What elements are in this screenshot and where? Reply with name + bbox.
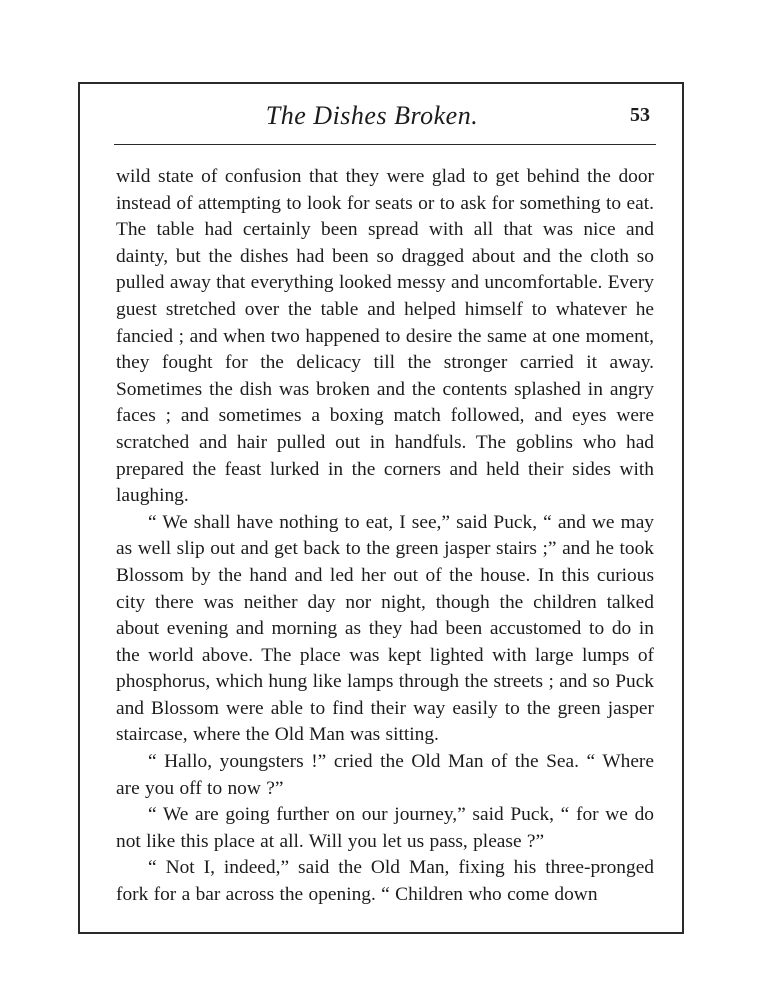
paragraph: “ Not I, indeed,” said the Old Man, fixing his three-pronged fork for a bar across the opening. “ Children who come down	[116, 857, 654, 906]
page-number: 53	[630, 104, 650, 126]
paragraph: “ We are going further on our journey,” said Puck, “ for we do not like this place at all. Will you let us pass, please ?”	[116, 804, 654, 852]
paragraph: “ Hallo, youngsters !” cried the Old Man of the Sea. “ Where are you off to now ?”	[116, 751, 654, 799]
paragraph-continued: wild state of confusion that they were glad to get behind the door instead of attempting to look for seats or to ask for something to eat. The table had certainly been spread with all that was nice and dainty, but the dishes had been so dragged about and the cloth so pulled away that everything looked messy and uncomfortable. Every guest stretched over the table and helped himself to whatever he fancied ; and when two happened to desire the same at one moment, they fought for the delicacy till the stronger carried it away. Sometimes the dish was broken and the contents splashed in angry faces ; and sometimes a boxing match followed, and eyes were scratched and hair pulled out in handfuls. The goblins who had prepared the feast lurked in the corners and held their sides with laughing.	[116, 166, 654, 507]
paragraph: “ We shall have nothing to eat, I see,” said Puck, “ and we may as well slip out and get back to the green jasper stairs ;” and he took Blossom by the hand and led her out of the house. In this curious city there was neither day nor night, though the children talked about evening and morning as they had been accustomed to do in the world above. The place was kept lighted with large lumps of phosphorus, which hung like lamps through the streets ; and so Puck and Blossom were able to find their way easily to the green jasper staircase, where the Old Man was sitting.	[116, 511, 654, 746]
page-frame	[78, 82, 684, 934]
header-rule	[114, 144, 656, 145]
body-text	[116, 164, 654, 909]
page-header	[80, 99, 682, 139]
running-title: The Dishes Broken.	[265, 101, 479, 130]
